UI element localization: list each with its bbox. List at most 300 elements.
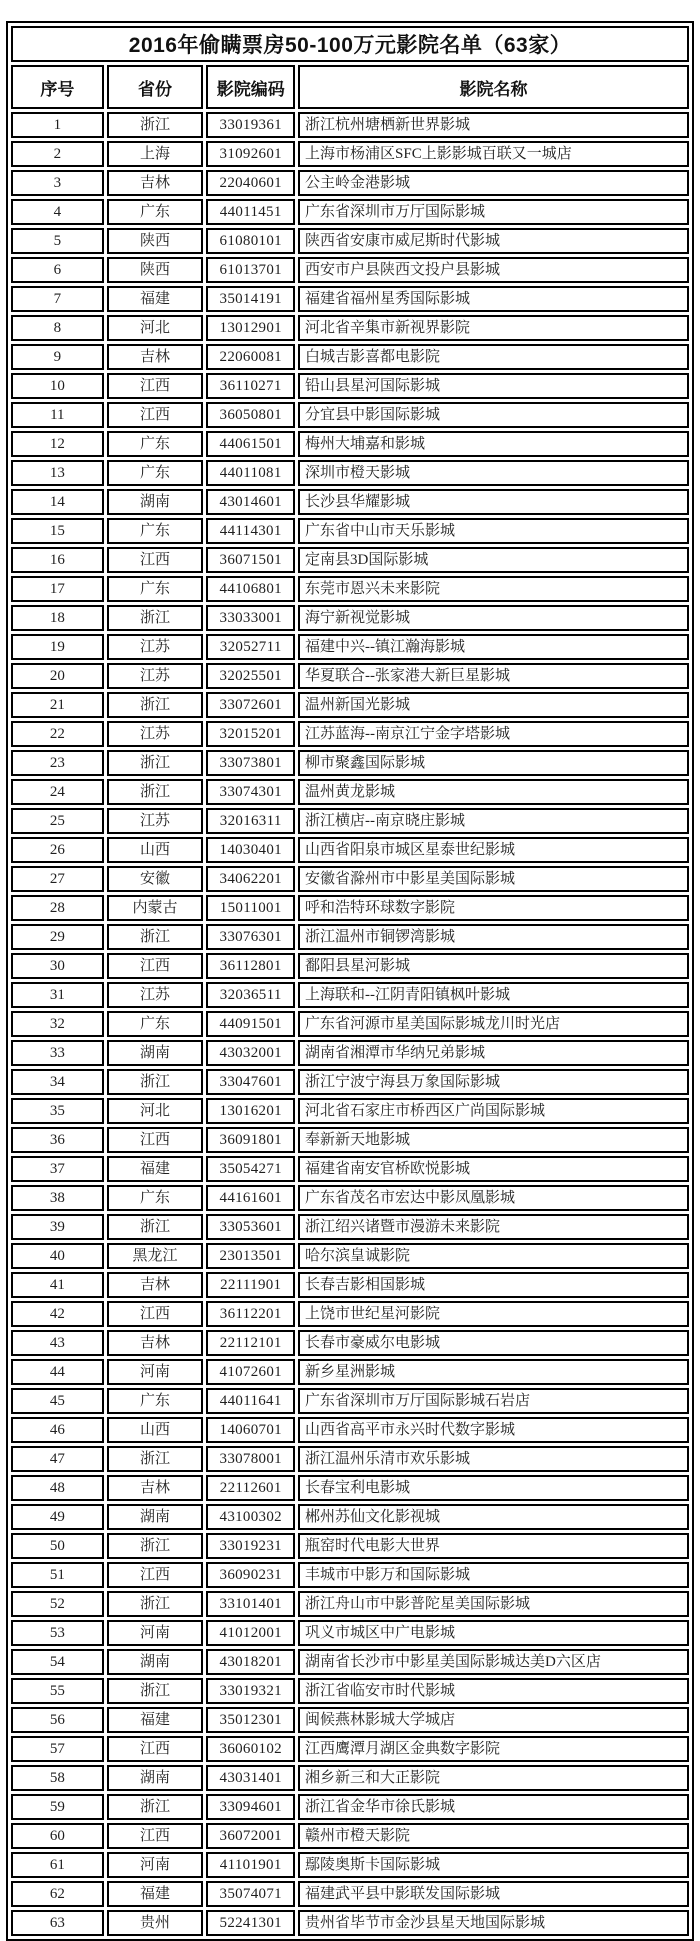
table-row xyxy=(11,1881,689,1907)
table-row xyxy=(11,576,689,602)
row-cinema-code: 41012001 xyxy=(206,1620,295,1646)
row-cinema-code: 52241301 xyxy=(206,1910,295,1936)
column-header-index: 序号 xyxy=(11,65,104,109)
row-index: 59 xyxy=(11,1794,104,1820)
row-index: 36 xyxy=(11,1127,104,1153)
row-cinema-code: 33076301 xyxy=(206,924,295,950)
row-cinema-name: 东莞市恩兴未来影院 xyxy=(298,576,689,602)
row-index: 41 xyxy=(11,1272,104,1298)
row-province: 安徽 xyxy=(107,866,204,892)
row-index: 33 xyxy=(11,1040,104,1066)
row-cinema-name: 闽候燕林影城大学城店 xyxy=(298,1707,689,1733)
table-row xyxy=(11,1475,689,1501)
row-province: 浙江 xyxy=(107,779,204,805)
row-index: 46 xyxy=(11,1417,104,1443)
row-province: 江苏 xyxy=(107,663,204,689)
row-cinema-name: 奉新新天地影城 xyxy=(298,1127,689,1153)
row-cinema-code: 33047601 xyxy=(206,1069,295,1095)
row-cinema-code: 13012901 xyxy=(206,315,295,341)
row-index: 50 xyxy=(11,1533,104,1559)
table-row xyxy=(11,1707,689,1733)
row-index: 9 xyxy=(11,344,104,370)
row-cinema-code: 44114301 xyxy=(206,518,295,544)
row-cinema-code: 36091801 xyxy=(206,1127,295,1153)
row-cinema-code: 61013701 xyxy=(206,257,295,283)
row-cinema-code: 33019361 xyxy=(206,112,295,138)
row-index: 61 xyxy=(11,1852,104,1878)
row-index: 34 xyxy=(11,1069,104,1095)
row-cinema-name: 铅山县星河国际影城 xyxy=(298,373,689,399)
row-cinema-code: 15011001 xyxy=(206,895,295,921)
row-index: 54 xyxy=(11,1649,104,1675)
row-province: 吉林 xyxy=(107,1475,204,1501)
row-province: 吉林 xyxy=(107,1330,204,1356)
table-row xyxy=(11,112,689,138)
table-row xyxy=(11,1417,689,1443)
table-row xyxy=(11,1156,689,1182)
row-cinema-code: 43014601 xyxy=(206,489,295,515)
row-index: 30 xyxy=(11,953,104,979)
row-index: 5 xyxy=(11,228,104,254)
row-province: 江苏 xyxy=(107,721,204,747)
table-row xyxy=(11,199,689,225)
row-cinema-name: 海宁新视觉影城 xyxy=(298,605,689,631)
row-cinema-name: 上海联和--江阴青阳镇枫叶影城 xyxy=(298,982,689,1008)
column-header-province: 省份 xyxy=(107,65,204,109)
row-province: 广东 xyxy=(107,1011,204,1037)
row-index: 8 xyxy=(11,315,104,341)
row-cinema-name: 江苏蓝海--南京江宁金字塔影城 xyxy=(298,721,689,747)
row-cinema-name: 新乡星洲影城 xyxy=(298,1359,689,1385)
table-row xyxy=(11,634,689,660)
row-province: 浙江 xyxy=(107,1678,204,1704)
row-cinema-code: 33053601 xyxy=(206,1214,295,1240)
row-cinema-name: 梅州大埔嘉和影城 xyxy=(298,431,689,457)
row-province: 吉林 xyxy=(107,170,204,196)
cinema-list-table xyxy=(6,21,694,1941)
row-province: 湖南 xyxy=(107,489,204,515)
row-cinema-name: 巩义市城区中广电影城 xyxy=(298,1620,689,1646)
table-row xyxy=(11,1359,689,1385)
row-cinema-code: 31092601 xyxy=(206,141,295,167)
table-row xyxy=(11,1185,689,1211)
row-cinema-code: 33072601 xyxy=(206,692,295,718)
row-cinema-name: 浙江温州市铜锣湾影城 xyxy=(298,924,689,950)
row-province: 湖南 xyxy=(107,1765,204,1791)
row-index: 49 xyxy=(11,1504,104,1530)
table-row xyxy=(11,1910,689,1936)
row-index: 19 xyxy=(11,634,104,660)
row-cinema-code: 41101901 xyxy=(206,1852,295,1878)
row-province: 浙江 xyxy=(107,1591,204,1617)
row-cinema-name: 河北省石家庄市桥西区广尚国际影城 xyxy=(298,1098,689,1124)
row-cinema-code: 34062201 xyxy=(206,866,295,892)
table-row xyxy=(11,1388,689,1414)
table-row xyxy=(11,460,689,486)
row-province: 广东 xyxy=(107,518,204,544)
row-province: 广东 xyxy=(107,1388,204,1414)
row-cinema-code: 36090231 xyxy=(206,1562,295,1588)
row-cinema-name: 公主岭金港影城 xyxy=(298,170,689,196)
row-cinema-code: 35074071 xyxy=(206,1881,295,1907)
row-province: 湖南 xyxy=(107,1504,204,1530)
row-cinema-name: 长春吉影相国影城 xyxy=(298,1272,689,1298)
row-province: 河南 xyxy=(107,1620,204,1646)
row-cinema-name: 白城吉影喜都电影院 xyxy=(298,344,689,370)
row-cinema-name: 温州黄龙影城 xyxy=(298,779,689,805)
row-index: 51 xyxy=(11,1562,104,1588)
row-cinema-name: 浙江省临安市时代影城 xyxy=(298,1678,689,1704)
row-cinema-code: 35014191 xyxy=(206,286,295,312)
row-cinema-code: 32016311 xyxy=(206,808,295,834)
row-cinema-code: 36072001 xyxy=(206,1823,295,1849)
row-cinema-name: 广东省河源市星美国际影城龙川时光店 xyxy=(298,1011,689,1037)
table-row xyxy=(11,663,689,689)
row-cinema-code: 13016201 xyxy=(206,1098,295,1124)
row-index: 14 xyxy=(11,489,104,515)
row-index: 13 xyxy=(11,460,104,486)
row-province: 江西 xyxy=(107,953,204,979)
row-cinema-code: 35012301 xyxy=(206,1707,295,1733)
row-index: 55 xyxy=(11,1678,104,1704)
row-cinema-code: 33074301 xyxy=(206,779,295,805)
row-cinema-name: 长春市豪威尔电影城 xyxy=(298,1330,689,1356)
table-row xyxy=(11,1243,689,1269)
row-province: 江西 xyxy=(107,1562,204,1588)
table-row xyxy=(11,1330,689,1356)
row-province: 山西 xyxy=(107,1417,204,1443)
row-province: 江苏 xyxy=(107,634,204,660)
row-index: 38 xyxy=(11,1185,104,1211)
row-province: 河南 xyxy=(107,1359,204,1385)
row-index: 31 xyxy=(11,982,104,1008)
row-cinema-code: 33033001 xyxy=(206,605,295,631)
row-cinema-name: 福建省南安官桥欧悦影城 xyxy=(298,1156,689,1182)
table-row xyxy=(11,1649,689,1675)
row-province: 陕西 xyxy=(107,228,204,254)
row-index: 52 xyxy=(11,1591,104,1617)
row-index: 25 xyxy=(11,808,104,834)
table-row xyxy=(11,1127,689,1153)
row-index: 22 xyxy=(11,721,104,747)
row-province: 广东 xyxy=(107,576,204,602)
row-province: 河北 xyxy=(107,315,204,341)
row-cinema-name: 浙江温州乐清市欢乐影城 xyxy=(298,1446,689,1472)
row-province: 广东 xyxy=(107,460,204,486)
row-cinema-name: 定南县3D国际影城 xyxy=(298,547,689,573)
row-province: 浙江 xyxy=(107,605,204,631)
row-province: 河南 xyxy=(107,1852,204,1878)
row-cinema-code: 33094601 xyxy=(206,1794,295,1820)
row-province: 吉林 xyxy=(107,344,204,370)
row-cinema-code: 44061501 xyxy=(206,431,295,457)
row-cinema-code: 43100302 xyxy=(206,1504,295,1530)
row-index: 24 xyxy=(11,779,104,805)
row-cinema-code: 33019231 xyxy=(206,1533,295,1559)
table-row xyxy=(11,953,689,979)
row-cinema-name: 长沙县华耀影城 xyxy=(298,489,689,515)
table-row xyxy=(11,257,689,283)
row-index: 47 xyxy=(11,1446,104,1472)
row-province: 贵州 xyxy=(107,1910,204,1936)
row-cinema-name: 福建武平县中影联发国际影城 xyxy=(298,1881,689,1907)
row-cinema-code: 44011451 xyxy=(206,199,295,225)
row-province: 江西 xyxy=(107,547,204,573)
row-cinema-name: 广东省中山市天乐影城 xyxy=(298,518,689,544)
row-index: 4 xyxy=(11,199,104,225)
table-row xyxy=(11,1562,689,1588)
row-province: 浙江 xyxy=(107,112,204,138)
row-cinema-name: 西安市户县陕西文投户县影城 xyxy=(298,257,689,283)
row-cinema-name: 山西省阳泉市城区星泰世纪影城 xyxy=(298,837,689,863)
row-cinema-code: 33073801 xyxy=(206,750,295,776)
table-row xyxy=(11,1040,689,1066)
table-row xyxy=(11,431,689,457)
row-cinema-code: 22060081 xyxy=(206,344,295,370)
row-index: 10 xyxy=(11,373,104,399)
table-row xyxy=(11,779,689,805)
row-cinema-name: 湘乡新三和大正影院 xyxy=(298,1765,689,1791)
row-cinema-code: 14030401 xyxy=(206,837,295,863)
row-cinema-name: 福建省福州星秀国际影城 xyxy=(298,286,689,312)
table-row xyxy=(11,1301,689,1327)
row-province: 江西 xyxy=(107,1823,204,1849)
row-cinema-code: 32036511 xyxy=(206,982,295,1008)
row-index: 12 xyxy=(11,431,104,457)
row-cinema-code: 22111901 xyxy=(206,1272,295,1298)
row-cinema-code: 32052711 xyxy=(206,634,295,660)
row-cinema-name: 上海市杨浦区SFC上影影城百联又一城店 xyxy=(298,141,689,167)
row-cinema-code: 36110271 xyxy=(206,373,295,399)
row-province: 江西 xyxy=(107,1736,204,1762)
table-row xyxy=(11,1591,689,1617)
row-cinema-code: 36071501 xyxy=(206,547,295,573)
row-cinema-name: 山西省高平市永兴时代数字影城 xyxy=(298,1417,689,1443)
row-index: 58 xyxy=(11,1765,104,1791)
row-index: 45 xyxy=(11,1388,104,1414)
row-province: 浙江 xyxy=(107,1214,204,1240)
table-row xyxy=(11,1678,689,1704)
row-province: 江西 xyxy=(107,402,204,428)
table-header-row xyxy=(11,65,689,109)
row-cinema-code: 32025501 xyxy=(206,663,295,689)
table-row xyxy=(11,1533,689,1559)
row-index: 23 xyxy=(11,750,104,776)
row-cinema-code: 23013501 xyxy=(206,1243,295,1269)
row-province: 内蒙古 xyxy=(107,895,204,921)
row-cinema-code: 44106801 xyxy=(206,576,295,602)
row-cinema-name: 华夏联合--张家港大新巨星影城 xyxy=(298,663,689,689)
table-row xyxy=(11,1794,689,1820)
row-cinema-name: 郴州苏仙文化影视城 xyxy=(298,1504,689,1530)
table-row xyxy=(11,228,689,254)
table-row xyxy=(11,402,689,428)
row-province: 浙江 xyxy=(107,1794,204,1820)
row-cinema-name: 浙江舟山市中影普陀星美国际影城 xyxy=(298,1591,689,1617)
row-cinema-code: 44011641 xyxy=(206,1388,295,1414)
row-cinema-code: 32015201 xyxy=(206,721,295,747)
row-cinema-name: 湖南省湘潭市华纳兄弟影城 xyxy=(298,1040,689,1066)
row-province: 江西 xyxy=(107,1301,204,1327)
table-row xyxy=(11,808,689,834)
row-index: 1 xyxy=(11,112,104,138)
row-index: 43 xyxy=(11,1330,104,1356)
row-cinema-name: 浙江横店--南京晓庄影城 xyxy=(298,808,689,834)
table-row xyxy=(11,837,689,863)
row-cinema-code: 14060701 xyxy=(206,1417,295,1443)
row-cinema-code: 36060102 xyxy=(206,1736,295,1762)
row-index: 60 xyxy=(11,1823,104,1849)
table-row xyxy=(11,1765,689,1791)
row-index: 17 xyxy=(11,576,104,602)
row-province: 江苏 xyxy=(107,982,204,1008)
table-row xyxy=(11,373,689,399)
table-row xyxy=(11,1011,689,1037)
row-cinema-code: 33101401 xyxy=(206,1591,295,1617)
row-index: 15 xyxy=(11,518,104,544)
row-cinema-name: 江西鹰潭月湖区金典数字影院 xyxy=(298,1736,689,1762)
table-row xyxy=(11,866,689,892)
row-index: 7 xyxy=(11,286,104,312)
row-index: 63 xyxy=(11,1910,104,1936)
row-cinema-code: 22112601 xyxy=(206,1475,295,1501)
row-province: 浙江 xyxy=(107,692,204,718)
row-cinema-name: 河北省辛集市新视界影院 xyxy=(298,315,689,341)
row-cinema-code: 36112201 xyxy=(206,1301,295,1327)
row-index: 2 xyxy=(11,141,104,167)
title-row xyxy=(11,26,689,62)
table-row xyxy=(11,1446,689,1472)
table-row xyxy=(11,1736,689,1762)
row-cinema-name: 上饶市世纪星河影院 xyxy=(298,1301,689,1327)
row-province: 江西 xyxy=(107,1127,204,1153)
row-province: 浙江 xyxy=(107,750,204,776)
row-index: 20 xyxy=(11,663,104,689)
row-index: 53 xyxy=(11,1620,104,1646)
row-index: 28 xyxy=(11,895,104,921)
table-row xyxy=(11,1272,689,1298)
row-cinema-code: 22112101 xyxy=(206,1330,295,1356)
table-row xyxy=(11,924,689,950)
row-cinema-name: 浙江杭州塘栖新世界影城 xyxy=(298,112,689,138)
row-index: 44 xyxy=(11,1359,104,1385)
table-row xyxy=(11,1214,689,1240)
page-title: 2016年偷瞒票房50-100万元影院名单（63家） xyxy=(11,26,689,62)
table-row xyxy=(11,721,689,747)
row-cinema-code: 33078001 xyxy=(206,1446,295,1472)
row-cinema-name: 广东省茂名市宏达中影凤凰影城 xyxy=(298,1185,689,1211)
row-cinema-name: 呼和浩特环球数字影院 xyxy=(298,895,689,921)
row-province: 陕西 xyxy=(107,257,204,283)
row-province: 福建 xyxy=(107,1707,204,1733)
table-row xyxy=(11,692,689,718)
row-cinema-name: 福建中兴--镇江瀚海影城 xyxy=(298,634,689,660)
table-row xyxy=(11,286,689,312)
row-province: 浙江 xyxy=(107,1446,204,1472)
column-header-name: 影院名称 xyxy=(298,65,689,109)
table-row xyxy=(11,605,689,631)
table-row xyxy=(11,170,689,196)
row-cinema-name: 分宜县中影国际影城 xyxy=(298,402,689,428)
row-province: 福建 xyxy=(107,286,204,312)
row-index: 32 xyxy=(11,1011,104,1037)
row-cinema-code: 36112801 xyxy=(206,953,295,979)
row-province: 广东 xyxy=(107,199,204,225)
row-province: 浙江 xyxy=(107,1069,204,1095)
row-index: 29 xyxy=(11,924,104,950)
row-cinema-code: 35054271 xyxy=(206,1156,295,1182)
row-index: 57 xyxy=(11,1736,104,1762)
row-index: 11 xyxy=(11,402,104,428)
row-province: 吉林 xyxy=(107,1272,204,1298)
row-cinema-code: 44161601 xyxy=(206,1185,295,1211)
row-cinema-name: 湖南省长沙市中影星美国际影城达美D六区店 xyxy=(298,1649,689,1675)
row-province: 湖南 xyxy=(107,1649,204,1675)
row-cinema-name: 浙江绍兴诸暨市漫游未来影院 xyxy=(298,1214,689,1240)
table-row xyxy=(11,895,689,921)
row-cinema-name: 赣州市橙天影院 xyxy=(298,1823,689,1849)
table-row xyxy=(11,1823,689,1849)
row-index: 18 xyxy=(11,605,104,631)
row-province: 黑龙江 xyxy=(107,1243,204,1269)
row-index: 40 xyxy=(11,1243,104,1269)
row-cinema-code: 36050801 xyxy=(206,402,295,428)
row-cinema-name: 广东省深圳市万厅国际影城石岩店 xyxy=(298,1388,689,1414)
table-row xyxy=(11,141,689,167)
row-province: 广东 xyxy=(107,431,204,457)
row-cinema-code: 33019321 xyxy=(206,1678,295,1704)
row-cinema-code: 43032001 xyxy=(206,1040,295,1066)
row-cinema-code: 44091501 xyxy=(206,1011,295,1037)
row-cinema-name: 贵州省毕节市金沙县星天地国际影城 xyxy=(298,1910,689,1936)
table-row xyxy=(11,315,689,341)
row-index: 56 xyxy=(11,1707,104,1733)
table-row xyxy=(11,1852,689,1878)
row-index: 35 xyxy=(11,1098,104,1124)
table-row xyxy=(11,1504,689,1530)
row-cinema-code: 22040601 xyxy=(206,170,295,196)
row-cinema-name: 陕西省安康市威尼斯时代影城 xyxy=(298,228,689,254)
column-header-code: 影院编码 xyxy=(206,65,295,109)
table-row xyxy=(11,344,689,370)
row-cinema-name: 温州新国光影城 xyxy=(298,692,689,718)
row-index: 26 xyxy=(11,837,104,863)
table-row xyxy=(11,1620,689,1646)
row-index: 3 xyxy=(11,170,104,196)
row-index: 6 xyxy=(11,257,104,283)
row-province: 河北 xyxy=(107,1098,204,1124)
row-index: 21 xyxy=(11,692,104,718)
row-province: 山西 xyxy=(107,837,204,863)
row-index: 48 xyxy=(11,1475,104,1501)
row-cinema-name: 浙江省金华市徐氏影城 xyxy=(298,1794,689,1820)
row-cinema-name: 鄱阳县星河影城 xyxy=(298,953,689,979)
table-row xyxy=(11,1069,689,1095)
table-row xyxy=(11,750,689,776)
row-index: 37 xyxy=(11,1156,104,1182)
row-cinema-code: 41072601 xyxy=(206,1359,295,1385)
row-cinema-name: 鄢陵奥斯卡国际影城 xyxy=(298,1852,689,1878)
row-cinema-code: 43031401 xyxy=(206,1765,295,1791)
table-row xyxy=(11,547,689,573)
table-row xyxy=(11,982,689,1008)
row-province: 福建 xyxy=(107,1881,204,1907)
row-cinema-name: 浙江宁波宁海县万象国际影城 xyxy=(298,1069,689,1095)
row-province: 江西 xyxy=(107,373,204,399)
row-province: 江苏 xyxy=(107,808,204,834)
row-index: 62 xyxy=(11,1881,104,1907)
row-index: 27 xyxy=(11,866,104,892)
